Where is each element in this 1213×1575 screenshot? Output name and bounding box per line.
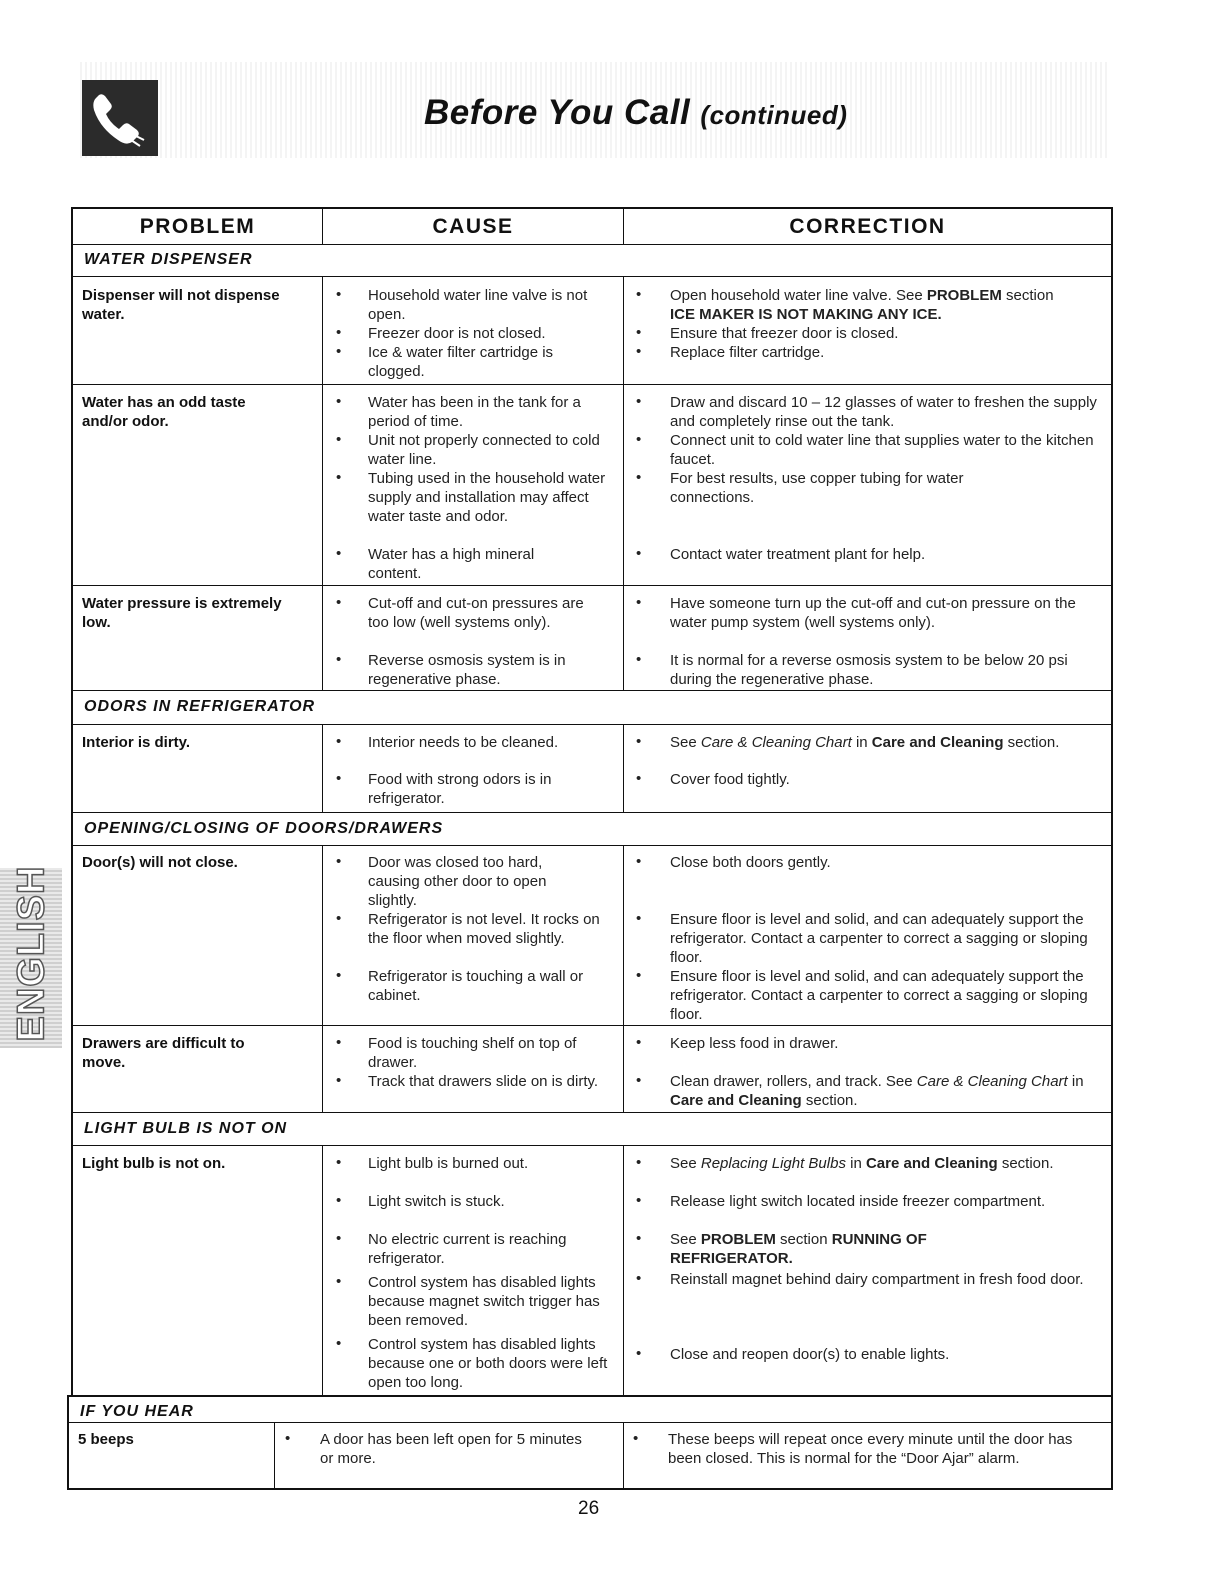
column-divider bbox=[322, 1145, 323, 1395]
row-rule bbox=[72, 812, 1112, 813]
bullet: • bbox=[336, 545, 342, 562]
correction-item: For best results, use copper tubing for water connections. bbox=[670, 470, 964, 506]
problem-5-beeps: 5 beeps bbox=[78, 1431, 134, 1448]
bullet: • bbox=[636, 343, 642, 360]
bullet: • bbox=[336, 286, 342, 303]
column-divider bbox=[322, 209, 323, 244]
cause-item: Unit not properly connected to cold water line. bbox=[368, 432, 600, 468]
bullet: • bbox=[336, 1072, 342, 1089]
bullet: • bbox=[336, 594, 342, 611]
bullet: • bbox=[336, 469, 342, 486]
page-subtitle: (continued) bbox=[700, 100, 848, 130]
bullet: • bbox=[636, 733, 642, 750]
cause-item: Refrigerator is touching a wall or cabinet. bbox=[368, 968, 584, 1004]
row-rule bbox=[72, 384, 1112, 385]
cause-item: Door was closed too hard, causing other door to open slightly. bbox=[368, 854, 547, 909]
row-rule bbox=[68, 1422, 1112, 1423]
bullet: • bbox=[636, 469, 642, 486]
correction-item: Open household water line valve. See PROBLEM section ICE MAKER IS NOT MAKING ANY ICE. bbox=[670, 287, 1054, 323]
bullet: • bbox=[336, 853, 342, 870]
bullet: • bbox=[336, 1273, 342, 1290]
bullet: • bbox=[636, 1270, 642, 1287]
cause-item: Control system has disabled lights because one or both doors were left open too long. bbox=[368, 1336, 608, 1391]
row-rule bbox=[72, 1145, 1112, 1146]
section-doors: OPENING/CLOSING OF DOORS/DRAWERS bbox=[84, 820, 444, 837]
cause-item: Reverse osmosis system is in regenerative phase. bbox=[368, 652, 566, 688]
problem-doors-not-close: Door(s) will not close. bbox=[82, 854, 238, 871]
page-number: 26 bbox=[578, 1498, 600, 1519]
cause-item: Track that drawers slide on is dirty. bbox=[368, 1073, 599, 1090]
language-tab-label: ENGLISH bbox=[10, 865, 53, 1042]
bullet: • bbox=[636, 545, 642, 562]
problem-drawers-difficult: Drawers are difficult to move. bbox=[82, 1035, 245, 1071]
column-divider bbox=[623, 209, 624, 244]
row-rule bbox=[72, 724, 1112, 725]
problem-low-pressure: Water pressure is extremely low. bbox=[82, 595, 282, 631]
bullet: • bbox=[336, 967, 342, 984]
correction-item: Draw and discard 10 – 12 glasses of water to freshen the supply and completely rinse out the tank. bbox=[670, 394, 1097, 430]
bullet: • bbox=[636, 853, 642, 870]
correction-item: See PROBLEM section RUNNING OF REFRIGERATOR. bbox=[670, 1231, 927, 1267]
bullet: • bbox=[336, 343, 342, 360]
problem-interior-dirty: Interior is dirty. bbox=[82, 734, 191, 751]
cause-item: Water has been in the tank for a period of time. bbox=[368, 394, 581, 430]
row-rule bbox=[72, 276, 1112, 277]
bullet: • bbox=[336, 1335, 342, 1352]
page-title: Before You Call (continued) bbox=[424, 93, 848, 132]
bullet: • bbox=[336, 324, 342, 341]
bullet: • bbox=[636, 1345, 642, 1362]
cause-item: Ice & water filter cartridge is clogged. bbox=[368, 344, 554, 380]
bullet: • bbox=[636, 1072, 642, 1089]
correction-item: Ensure floor is level and solid, and can adequately support the refrigerator. Contact a carpenter to correct a sagging or sloping floor. bbox=[670, 911, 1088, 966]
cause-item: Interior needs to be cleaned. bbox=[368, 734, 559, 751]
section-odors: ODORS IN REFRIGERATOR bbox=[84, 698, 316, 715]
column-divider bbox=[322, 276, 323, 690]
row-rule bbox=[72, 1025, 1112, 1026]
correction-item: See Replacing Light Bulbs in Care and Cleaning section. bbox=[670, 1155, 1054, 1172]
cause-item: Light bulb is burned out. bbox=[368, 1155, 529, 1172]
phone-icon bbox=[82, 80, 158, 156]
correction-item: Close both doors gently. bbox=[670, 854, 831, 871]
bullet: • bbox=[636, 1154, 642, 1171]
bullet: • bbox=[636, 770, 642, 787]
column-header-cause: CAUSE bbox=[432, 215, 514, 238]
bullet: • bbox=[336, 770, 342, 787]
correction-item: Have someone turn up the cut-off and cut-on pressure on the water pump system (well systems only). bbox=[670, 595, 1076, 631]
correction-item: Close and reopen door(s) to enable lights. bbox=[670, 1346, 950, 1363]
cause-item: Cut-off and cut-on pressures are too low (well systems only). bbox=[368, 595, 584, 631]
column-header-problem: PROBLEM bbox=[139, 215, 256, 238]
correction-item: Ensure that freezer door is closed. bbox=[670, 325, 899, 342]
bullet: • bbox=[336, 733, 342, 750]
bullet: • bbox=[636, 324, 642, 341]
row-rule bbox=[72, 690, 1112, 691]
problem-dispenser-no-water: Dispenser will not dispense water. bbox=[82, 287, 280, 323]
correction-item: It is normal for a reverse osmosis system to be below 20 psi during the regenerative phase. bbox=[670, 652, 1068, 688]
row-rule bbox=[72, 244, 1112, 245]
section-if-you-hear: IF YOU HEAR bbox=[80, 1403, 194, 1420]
bullet: • bbox=[285, 1430, 291, 1447]
correction-item: See Care & Cleaning Chart in Care and Cleaning section. bbox=[670, 734, 1060, 751]
column-divider bbox=[623, 1422, 624, 1490]
correction-item: Keep less food in drawer. bbox=[670, 1035, 839, 1052]
cause-item: Freezer door is not closed. bbox=[368, 325, 546, 342]
cause-item: Food is touching shelf on top of drawer. bbox=[368, 1035, 577, 1071]
correction-item: Reinstall magnet behind dairy compartment in fresh food door. bbox=[670, 1271, 1084, 1288]
cause-item: A door has been left open for 5 minutes or more. bbox=[320, 1431, 582, 1467]
bullet: • bbox=[336, 393, 342, 410]
cause-item: Food with strong odors is in refrigerator. bbox=[368, 771, 552, 807]
cause-item: Light switch is stuck. bbox=[368, 1193, 505, 1210]
column-divider bbox=[623, 845, 624, 1112]
bullet: • bbox=[336, 910, 342, 927]
row-rule bbox=[72, 1112, 1112, 1113]
column-divider bbox=[322, 845, 323, 1112]
cause-item: No electric current is reaching refrigerator. bbox=[368, 1231, 567, 1267]
cause-item: Household water line valve is not open. bbox=[368, 287, 588, 323]
row-rule bbox=[72, 585, 1112, 586]
bullet: • bbox=[336, 1230, 342, 1247]
correction-item: Release light switch located inside freezer compartment. bbox=[670, 1193, 1046, 1210]
bullet: • bbox=[636, 431, 642, 448]
problem-odd-taste: Water has an odd taste and/or odor. bbox=[82, 394, 246, 430]
correction-item: Replace filter cartridge. bbox=[670, 344, 825, 361]
bullet: • bbox=[636, 967, 642, 984]
bullet: • bbox=[633, 1430, 639, 1447]
bullet: • bbox=[336, 431, 342, 448]
bullet: • bbox=[336, 651, 342, 668]
column-divider bbox=[322, 724, 323, 812]
column-divider bbox=[623, 1145, 624, 1395]
bullet: • bbox=[636, 1192, 642, 1209]
correction-item: These beeps will repeat once every minute until the door has been closed. This is normal for the “Door Ajar” alarm. bbox=[668, 1431, 1073, 1467]
row-rule bbox=[68, 1395, 1112, 1397]
section-water-dispenser: WATER DISPENSER bbox=[84, 251, 253, 268]
correction-item: Clean drawer, rollers, and track. See Care & Cleaning Chart in Care and Cleaning section. bbox=[670, 1073, 1084, 1109]
bullet: • bbox=[636, 393, 642, 410]
problem-light-not-on: Light bulb is not on. bbox=[82, 1155, 226, 1172]
bullet: • bbox=[636, 1230, 642, 1247]
bullet: • bbox=[636, 910, 642, 927]
section-light-bulb: LIGHT BULB IS NOT ON bbox=[84, 1120, 288, 1137]
correction-item: Contact water treatment plant for help. bbox=[670, 546, 926, 563]
row-rule bbox=[72, 845, 1112, 846]
bullet: • bbox=[636, 651, 642, 668]
cause-item: Refrigerator is not level. It rocks on the floor when moved slightly. bbox=[368, 911, 600, 947]
bullet: • bbox=[636, 1034, 642, 1051]
correction-item: Cover food tightly. bbox=[670, 771, 790, 788]
column-header-correction: CORRECTION bbox=[789, 215, 946, 238]
bullet: • bbox=[636, 594, 642, 611]
correction-item: Ensure floor is level and solid, and can adequately support the refrigerator. Contact a carpenter to correct a sagging or sloping floor. bbox=[670, 968, 1088, 1023]
bullet: • bbox=[336, 1192, 342, 1209]
cause-item: Water has a high mineral content. bbox=[368, 546, 535, 582]
bullet: • bbox=[636, 286, 642, 303]
bullet: • bbox=[336, 1034, 342, 1051]
cause-item: Control system has disabled lights because magnet switch trigger has been removed. bbox=[368, 1274, 600, 1329]
cause-item: Tubing used in the household water supply and installation may affect water taste and odor. bbox=[368, 470, 606, 525]
bullet: • bbox=[336, 1154, 342, 1171]
correction-item: Connect unit to cold water line that supplies water to the kitchen faucet. bbox=[670, 432, 1094, 468]
